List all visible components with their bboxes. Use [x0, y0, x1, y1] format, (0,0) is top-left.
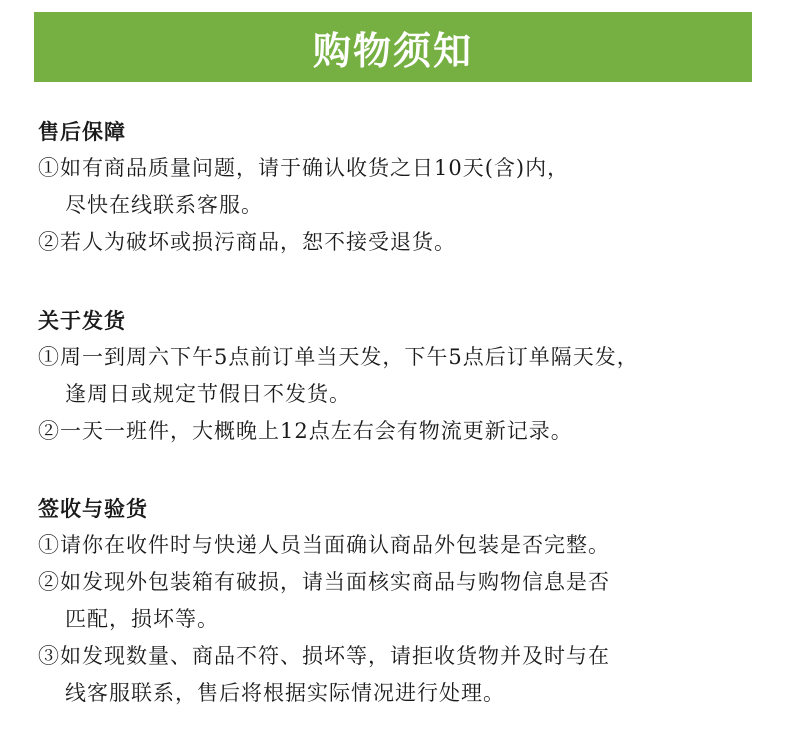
list-item — [38, 413, 778, 450]
section-after-sales — [38, 117, 778, 261]
item-text-continued: 逢周日或规定节假日不发货。 — [65, 382, 351, 406]
section-title: 关于发货 — [38, 308, 126, 333]
item-text-continued: 匹配，损坏等。 — [65, 607, 219, 631]
section-shipping — [38, 306, 778, 450]
item-text: ②一天一班件，大概晚上12点左右会有物流更新记录。 — [38, 419, 573, 443]
item-text: ②如发现外包装箱有破损，请当面核实商品与购物信息是否 — [38, 570, 610, 594]
item-text: ①周一到周六下午5点前订单当天发，下午5点后订单隔天发， — [38, 345, 639, 369]
item-text-continued: 线客服联系，售后将根据实际情况进行处理。 — [65, 681, 505, 705]
header-banner — [34, 12, 752, 82]
list-item — [38, 527, 778, 564]
item-text: ③如发现数量、商品不符、损坏等，请拒收货物并及时与在 — [38, 644, 610, 668]
item-text: ①请你在收件时与快递人员当面确认商品外包装是否完整。 — [38, 533, 610, 557]
list-item — [38, 564, 778, 638]
item-text-continued: 尽快在线联系客服。 — [65, 193, 263, 217]
section-receipt-inspection — [38, 494, 778, 712]
page-title: 购物须知 — [312, 27, 473, 73]
list-item — [38, 638, 778, 712]
item-text: ①如有商品质量问题，请于确认收货之日10天(含)内， — [38, 156, 570, 180]
list-item — [38, 150, 778, 224]
section-title: 售后保障 — [38, 119, 126, 144]
list-item — [38, 339, 778, 413]
section-title: 签收与验货 — [38, 496, 148, 521]
item-text: ②若人为破坏或损污商品，恕不接受退货。 — [38, 230, 456, 254]
list-item — [38, 224, 778, 261]
